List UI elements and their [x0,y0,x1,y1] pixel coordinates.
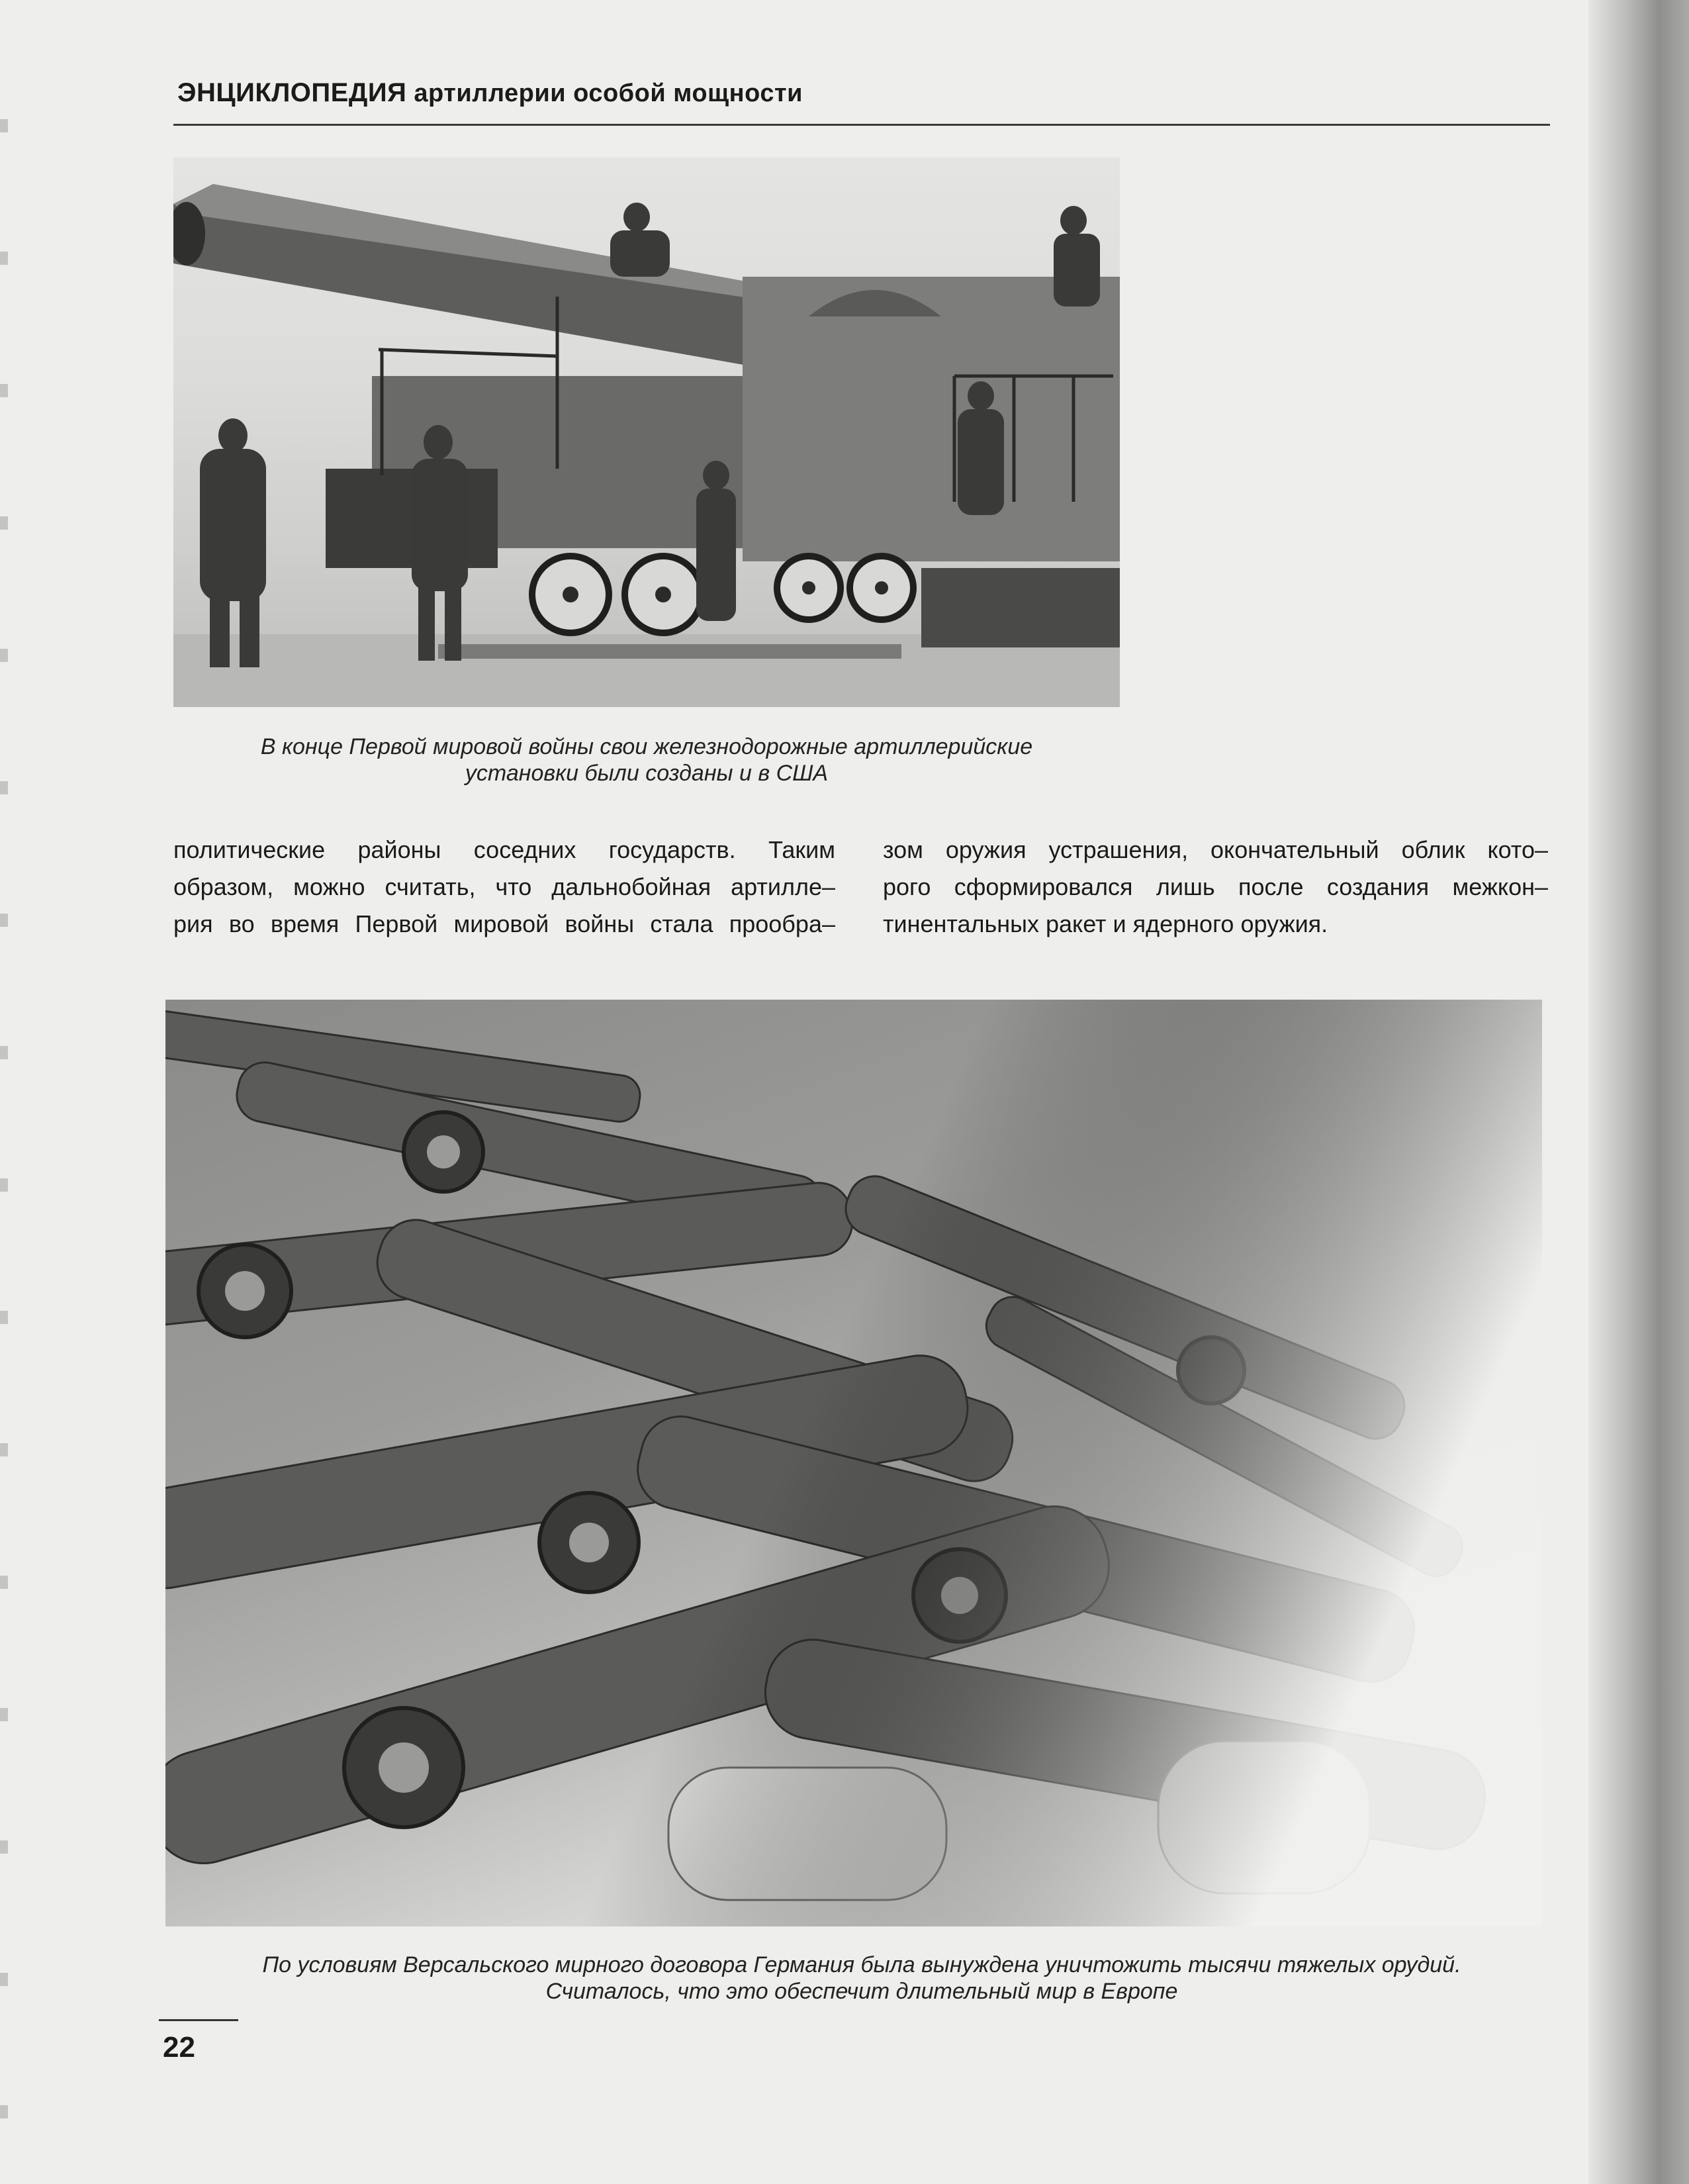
page-number: 22 [163,2031,195,2064]
body-line: зом оружия устрашения, окончательный облик кото– [883,836,1548,863]
figure1-caption-line2: установки были созданы и в США [465,761,829,786]
body-column-right [883,831,1548,943]
page-number-rule [159,2019,238,2021]
scan-left-margin [0,0,8,2184]
figure2-caption-line1: По условиям Версальского мирного договора Германия была вынуждена уничтожить тысячи тяжелых орудий. [262,1952,1461,1977]
header-rule [173,124,1550,126]
running-header [177,78,803,111]
body-line: рого сформировался лишь после создания межкон– [883,873,1548,900]
figure1-caption [173,734,1120,786]
scrapped-guns-photo [165,1000,1542,1926]
body-line-last: тинентальных ракет и ядерного оружия. [883,910,1328,937]
body-line: рия во время Первой мировой войны стала прообра– [173,910,835,937]
figure2-caption [173,1952,1550,2005]
railway-gun-photo [173,158,1120,707]
body-line: политические районы соседних государств. Таким [173,836,835,863]
scan-page-edge [1588,0,1689,2184]
body-column-left [173,831,835,943]
railway-gun-illustration [173,158,1120,707]
scrapped-guns-illustration [165,1000,1542,1926]
header-title-rest: артиллерии особой мощности [414,79,803,107]
figure2-caption-line2: Считалось, что это обеспечит длительный мир в Европе [545,1979,1178,2004]
body-line: образом, можно считать, что дальнобойная артилле– [173,873,835,900]
figure1-caption-line1: В конце Первой мировой войны свои железнодорожные артиллерийские [260,734,1033,759]
header-title-strong: ЭНЦИКЛОПЕДИЯ [177,78,407,107]
